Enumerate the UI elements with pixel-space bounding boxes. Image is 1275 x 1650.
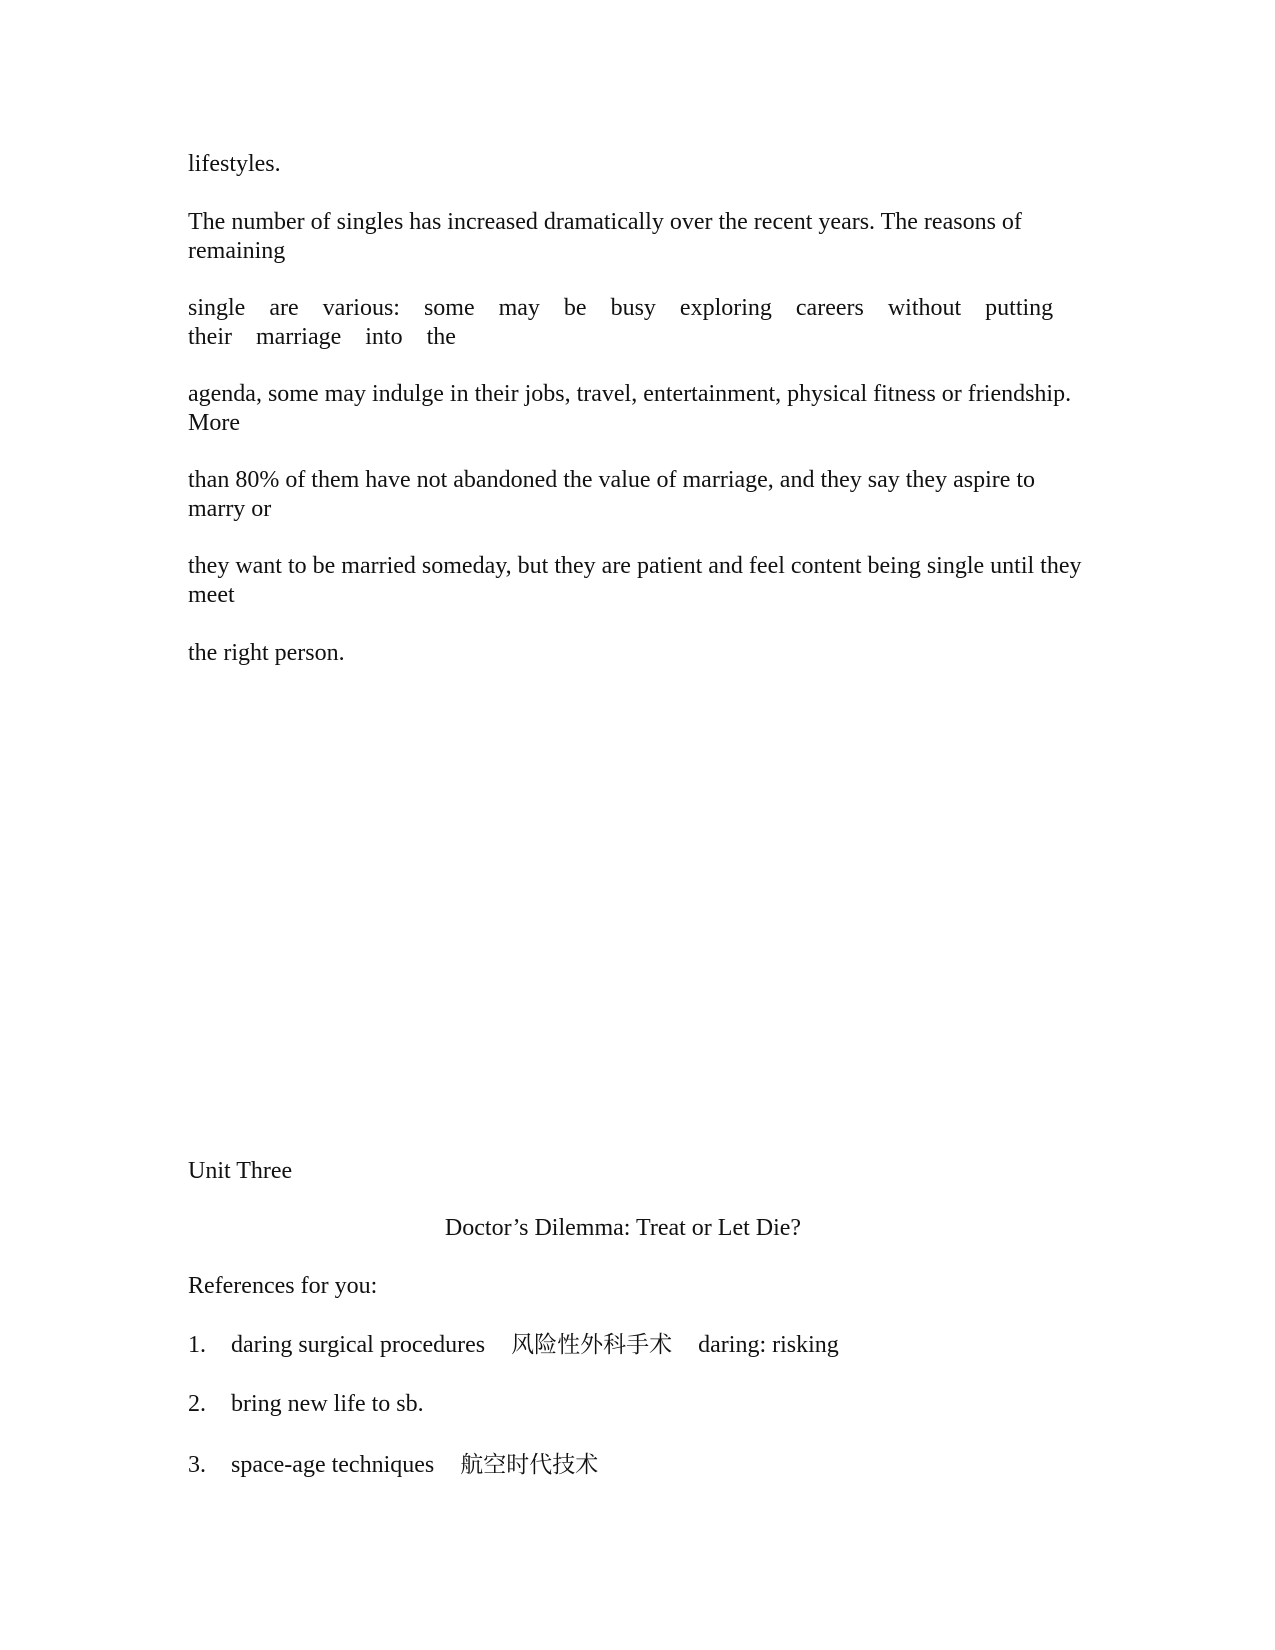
paragraph-7: the right person. — [188, 640, 345, 666]
reference-item-1 — [188, 1331, 1088, 1360]
reference-english: space-age techniques — [231, 1452, 435, 1478]
reference-chinese: 航空时代技术 — [460, 1452, 599, 1478]
paragraph-5: than 80% of them have not abandoned the value of marriage, and they say they aspire to marry or — [188, 467, 1036, 522]
reference-number: 2. — [188, 1391, 206, 1417]
reference-item-2 — [188, 1390, 1088, 1419]
reference-english: bring new life to sb. — [231, 1391, 424, 1417]
paragraph-3: single are various: some may be busy exploring careers without putting their marriage into the — [188, 295, 1054, 350]
paragraph-2: The number of singles has increased dramatically over the recent years. The reasons of remaining — [188, 209, 1022, 264]
reference-number: 3. — [188, 1452, 206, 1478]
reference-english: daring surgical procedures — [231, 1332, 486, 1358]
reference-number: 1. — [188, 1332, 206, 1358]
paragraph-1: lifestyles. — [188, 151, 281, 177]
references-label: References for you: — [188, 1273, 378, 1299]
reference-chinese: 风险性外科手术 — [511, 1332, 673, 1358]
paragraph-4: agenda, some may indulge in their jobs, travel, entertainment, physical fitness or friendship. More — [188, 381, 1072, 436]
unit-title: Doctor’s Dilemma: Treat or Let Die? — [444, 1215, 802, 1241]
unit-label: Unit Three — [188, 1158, 293, 1184]
reference-note: daring: risking — [698, 1332, 839, 1358]
reference-item-3 — [188, 1451, 1088, 1480]
paragraph-6: they want to be married someday, but they are patient and feel content being single until they meet — [188, 553, 1082, 608]
